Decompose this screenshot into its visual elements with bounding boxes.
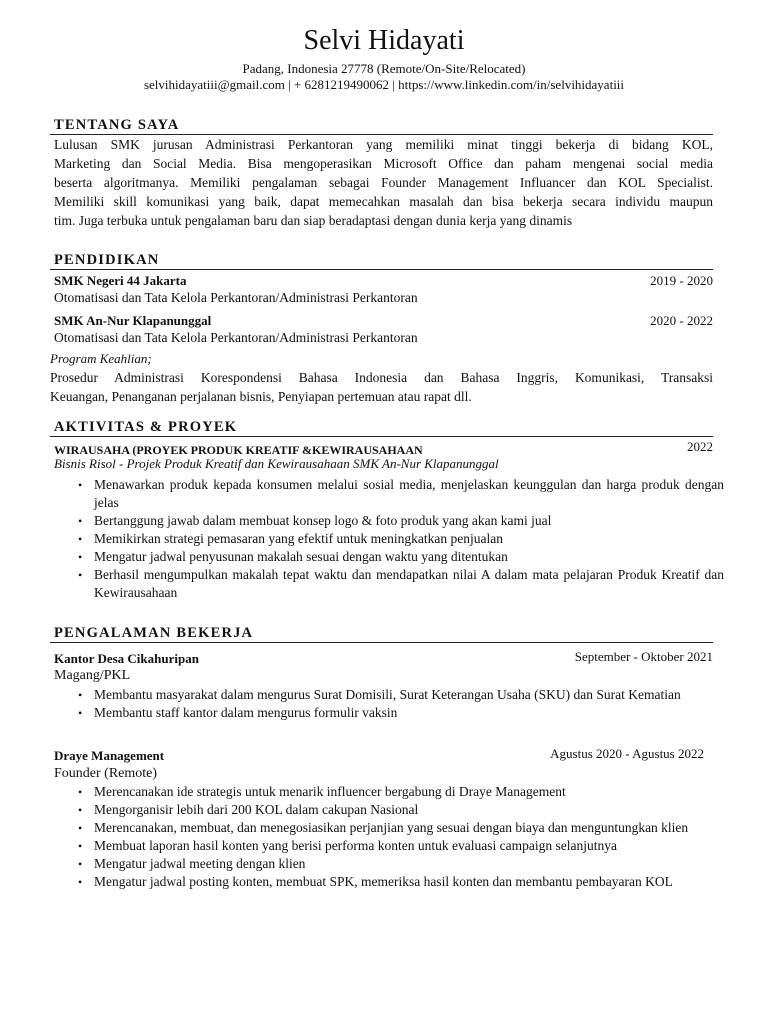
job-bullets [76, 783, 724, 891]
list-item: • Merencanakan, membuat, dan menegosiasikan perjanjian yang sesuai dengan biaya dan menguntungkan klien [94, 819, 724, 837]
school-name: SMK An-Nur Klapanunggal [54, 313, 212, 328]
school-name: SMK Negeri 44 Jakarta [54, 273, 187, 288]
list-item: • Memikirkan strategi pemasaran yang efektif untuk meningkatkan penjualan [94, 530, 724, 548]
about-line: Memiliki skill komunikasi yang baik, dapat memecahkan masalah dan bisa bekerja secara individu maupun [54, 194, 713, 209]
school-years: 2020 - 2022 [650, 313, 713, 328]
list-item: • Membantu masyarakat dalam mengurus Surat Domisili, Surat Keterangan Usaha (SKU) dan Surat Kematian [94, 686, 724, 704]
company-name: Kantor Desa Cikahuripan [54, 651, 199, 666]
list-item: • Mengatur jadwal posting konten, membuat SPK, memeriksa hasil konten dan membantu pembayaran KOL [94, 873, 724, 891]
section-divider [50, 269, 713, 270]
school-major: Otomatisasi dan Tata Kelola Perkantoran/Administrasi Perkantoran [54, 290, 418, 305]
about-line: tim. Juga terbuka untuk pengalaman baru dan siap beradaptasi dengan dunia kerja yang dinamis [54, 213, 573, 228]
project-bullets [76, 476, 724, 602]
about-line: beserta algoritmanya. Memiliki pengalaman sebagai Founder Management Influancer dan KOL Specialist. [54, 175, 713, 190]
project-title: WIRAUSAHA (PROYEK PRODUK KREATIF &KEWIRAUSAHAAN [54, 443, 423, 457]
location-line: Padang, Indonesia 27778 (Remote/On-Site/Relocated) [242, 61, 526, 76]
job-dates: September - Oktober 2021 [574, 649, 713, 664]
program-label: Program Keahlian; [50, 351, 152, 366]
company-name: Draye Management [54, 748, 165, 763]
job-role: Magang/PKL [54, 668, 131, 683]
list-item: • Mengorganisir lebih dari 200 KOL dalam cakupan Nasional [94, 801, 724, 819]
contact-line: selvihidayatiii@gmail.com | + 6281219490062 | https://www.linkedin.com/in/selvihidayatiii [143, 77, 625, 92]
list-item: • Bertanggung jawab dalam membuat konsep logo & foto produk yang akan kami jual [94, 512, 724, 530]
list-item: • Mengatur jadwal meeting dengan klien [94, 855, 724, 873]
about-line: Lulusan SMK jurusan Administrasi Perkantoran yang memiliki minat tinggi bekerja di bidang KOL, [54, 137, 713, 152]
list-item: • Mengatur jadwal penyusunan makalah sesuai dengan waktu yang ditentukan [94, 548, 724, 566]
program-line: Prosedur Administrasi Korespondensi Bahasa Indonesia dan Bahasa Inggris, Komunikasi, Transaksi [50, 370, 713, 385]
section-divider [50, 642, 713, 643]
school-years: 2019 - 2020 [650, 273, 713, 288]
job-role: Founder (Remote) [54, 766, 158, 781]
program-paragraph [50, 368, 713, 406]
about-paragraph [54, 135, 713, 230]
section-title-experience: PENGALAMAN BEKERJA [54, 625, 254, 641]
school-major: Otomatisasi dan Tata Kelola Perkantoran/Administrasi Perkantoran [54, 330, 418, 345]
list-item: • Berhasil mengumpulkan makalah tepat waktu dan mendapatkan nilai A dalam mata pelajaran Produk Kreatif dan Kewirausahaan [94, 566, 724, 602]
section-divider [50, 436, 713, 437]
project-year: 2022 [687, 439, 713, 454]
list-item: • Menawarkan produk kepada konsumen melalui sosial media, menjelaskan keunggulan dan harga produk dengan jelas [94, 476, 724, 512]
section-title-activities: AKTIVITAS & PROYEK [54, 419, 238, 435]
list-item: • Membuat laporan hasil konten yang berisi performa konten untuk evaluasi campaign selanjutnya [94, 837, 724, 855]
job-bullets [76, 686, 724, 722]
list-item: • Merencanakan ide strategis untuk menarik influencer bergabung di Draye Management [94, 783, 724, 801]
section-title-education: PENDIDIKAN [54, 252, 160, 268]
resume-name: Selvi Hidayati [303, 25, 465, 56]
section-title-about: TENTANG SAYA [54, 117, 180, 133]
project-subtitle: Bisnis Risol - Projek Produk Kreatif dan Kewirausahaan SMK An-Nur Klapanunggal [54, 456, 499, 471]
about-line: Marketing dan Social Media. Bisa mengoperasikan Microsoft Office dan paham mengenai social media [54, 156, 713, 171]
program-line: Keuangan, Penanganan perjalanan bisnis, Penyiapan pertemuan atau rapat dll. [50, 389, 472, 404]
list-item: • Membantu staff kantor dalam mengurus formulir vaksin [94, 704, 724, 722]
job-dates: Agustus 2020 - Agustus 2022 [550, 746, 704, 761]
